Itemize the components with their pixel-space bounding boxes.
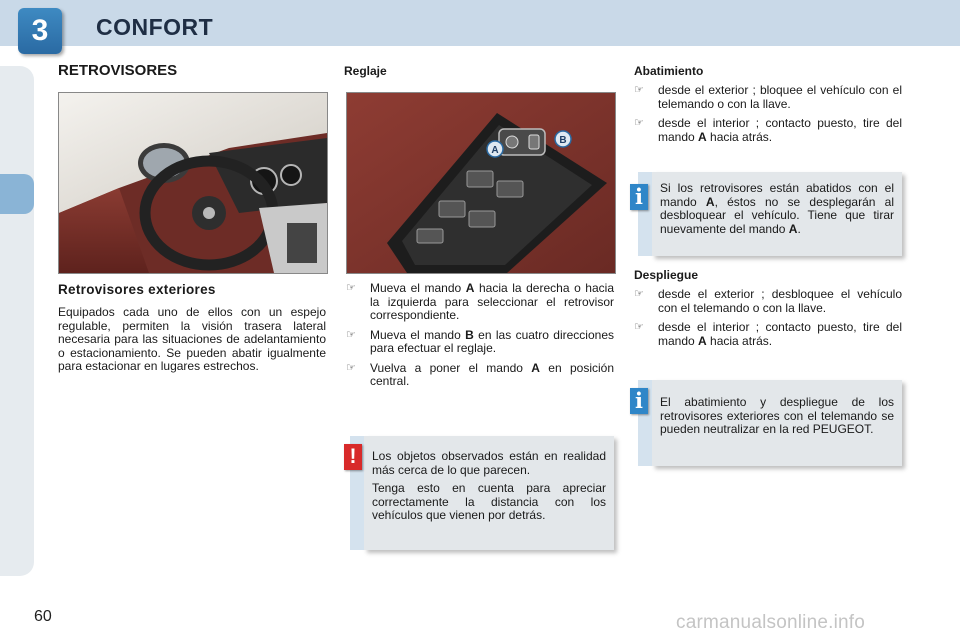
chapter-title: CONFORT	[96, 14, 214, 40]
abatimiento-steps	[634, 84, 902, 150]
info-note-telemando-text: El abatimiento y despliegue de los retrovisores exteriores con el telemando se pueden neutralizar en la red PEUGEOT.	[660, 395, 894, 436]
pointing-hand-icon: ☞	[634, 321, 644, 333]
list-item: ☞ Vuelva a poner el mando A en posición central.	[346, 360, 615, 388]
pointing-hand-icon: ☞	[346, 328, 356, 341]
warning-note-text-1: Los objetos observados están en realidad más cerca de lo que parecen.	[372, 449, 606, 477]
pointing-hand-icon: ☞	[634, 117, 644, 129]
list-item: ☞ desde el exterior ; desbloquee el vehículo con el telemando o con la llave.	[634, 287, 902, 315]
info-note-folding-text: Si los retrovisores están abatidos con el mando A, éstos no se desplegarán al desbloquear el vehículo. Tiene que tirar nuevamente del mando A.	[660, 181, 894, 236]
control-label-a: A	[491, 145, 499, 156]
list-item: ☞ desde el interior ; contacto puesto, tire del mando A hacia atrás.	[634, 116, 902, 144]
list-item: ☞ Mueva el mando A hacia la derecha o hacia la izquierda para seleccionar el retrovisor correspondiente.	[346, 281, 614, 322]
reglaje-steps	[346, 282, 614, 395]
watermark: carmanualsonline.info	[676, 612, 866, 633]
warning-note	[364, 436, 614, 550]
info-note-folding	[652, 172, 902, 256]
section-title: RETROVISORES	[58, 62, 178, 79]
warning-note-text-2: Tenga esto en cuenta para apreciar correctamente la distancia con los vehículos que vienen por detrás.	[372, 481, 606, 522]
exterior-mirrors-text: Equipados cada uno de ellos con un espejo regulable, permiten la visión trasera lateral necesaria para las situaciones de adelantamiento o estacionamiento. Se pueden abatir igualmente para estacionar en lugares estrechos.	[58, 305, 326, 373]
list-item: ☞ Mueva el mando B en las cuatro direcciones para efectuar el reglaje.	[346, 327, 614, 355]
pointing-hand-icon: ☞	[346, 282, 356, 294]
page-number: 60	[34, 608, 52, 625]
despliegue-steps	[634, 288, 902, 354]
control-label-b: B	[559, 135, 567, 146]
pointing-hand-icon: ☞	[634, 84, 644, 96]
info-icon: i	[630, 388, 648, 414]
door-controls-photo	[346, 92, 616, 274]
side-rail	[0, 66, 34, 576]
chapter-number-badge: 3	[18, 8, 62, 54]
chapter-tab-marker	[0, 174, 34, 214]
pointing-hand-icon: ☞	[346, 361, 356, 374]
info-icon: i	[630, 184, 648, 210]
abatimiento-heading: Abatimiento	[634, 64, 704, 78]
info-note-telemando	[652, 380, 902, 466]
list-item: ☞ desde el exterior ; bloquee el vehículo con el telemando o con la llave.	[634, 83, 902, 111]
exterior-mirrors-title: Retrovisores exteriores	[58, 282, 216, 297]
reglaje-heading: Reglaje	[344, 64, 387, 78]
interior-photo	[58, 92, 328, 274]
list-item: ☞ desde el interior ; contacto puesto, tire del mando A hacia atrás.	[634, 320, 902, 348]
pointing-hand-icon: ☞	[634, 288, 644, 300]
despliegue-heading: Despliegue	[634, 268, 699, 282]
warning-icon: !	[344, 444, 362, 470]
